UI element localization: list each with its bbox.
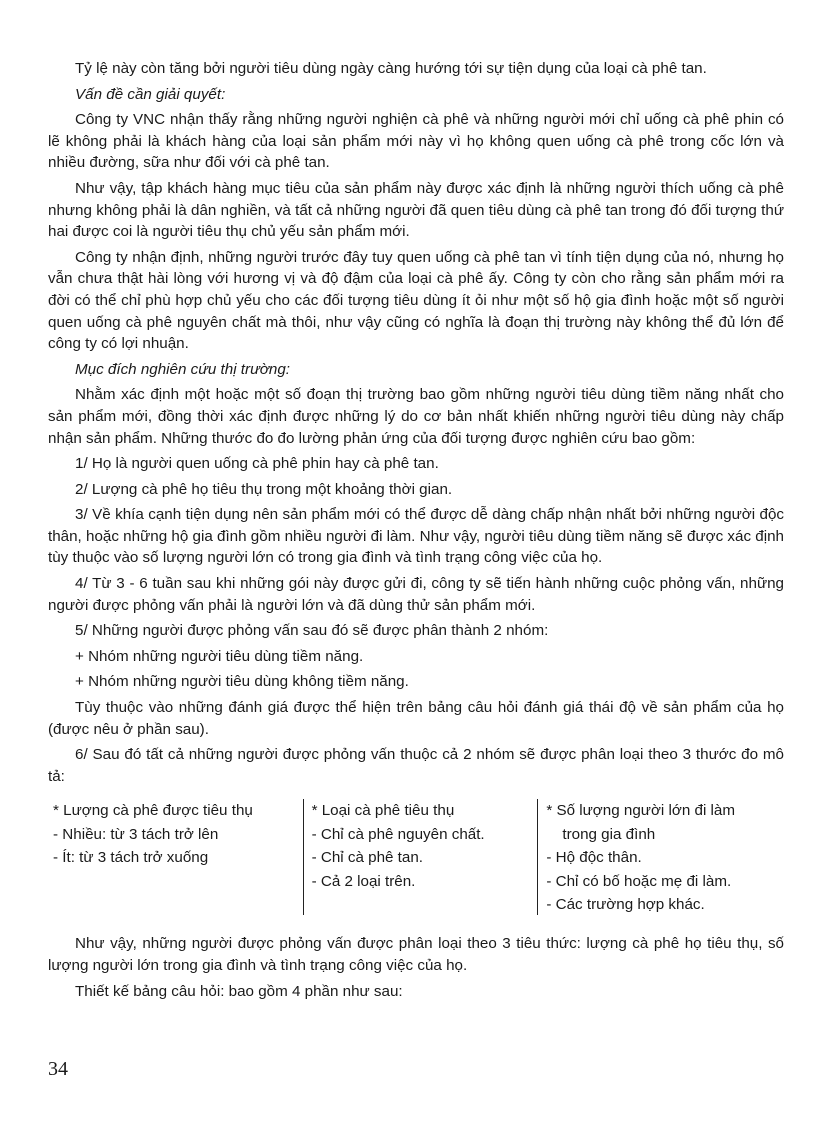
- paragraph: Thiết kế bảng câu hỏi: bao gồm 4 phần như sau:: [75, 982, 403, 1000]
- page-number: 34: [48, 1058, 68, 1080]
- criteria-line: * Lượng cà phê được tiêu thụ: [53, 802, 253, 820]
- list-item: 5/ Những người được phỏng vấn sau đó sẽ được phân thành 2 nhóm:: [75, 622, 549, 640]
- page-body: [48, 58, 784, 1006]
- criteria-line: - Nhiều: từ 3 tách trở lên: [53, 825, 219, 843]
- paragraph-intro: Tỷ lệ này còn tăng bởi người tiêu dùng ngày càng hướng tới sự tiện dụng của loại cà phê tan.: [75, 60, 707, 77]
- heading-research-purpose: Mục đích nghiên cứu thị trường:: [75, 360, 291, 378]
- list-item: 3/ Về khía cạnh tiện dụng nên sản phẩm mới có thể được dễ dàng chấp nhận nhất bởi những người độc thân, hoặc những hộ gia đình gồm nhiều người đi làm. Như vậy, người tiêu dùng tiềm năng sẽ được xác định tùy thuộc vào số lượng người lớn có trong gia đình và tình trạng công việc của họ.: [48, 506, 784, 567]
- criteria-line: * Loại cà phê tiêu thụ: [311, 802, 455, 820]
- criteria-line: - Chỉ cà phê nguyên chất.: [311, 825, 485, 843]
- heading-problem: Vấn đề cần giải quyết:: [75, 85, 226, 103]
- criteria-columns: [53, 799, 784, 915]
- criteria-line: - Chỉ cà phê tan.: [311, 849, 424, 867]
- criteria-line: trong gia đình: [562, 825, 656, 843]
- paragraph: Tùy thuộc vào những đánh giá được thể hiện trên bảng câu hỏi đánh giá thái độ về sản phẩm của họ (được nêu ở phần sau).: [48, 699, 784, 738]
- criteria-column-coffee-type: [303, 799, 538, 915]
- list-item: 2/ Lượng cà phê họ tiêu thụ trong một khoảng thời gian.: [75, 480, 453, 498]
- list-item: + Nhóm những người tiêu dùng tiềm năng.: [75, 647, 364, 665]
- paragraph: Như vậy, tập khách hàng mục tiêu của sản phẩm này được xác định là những người thích uống cà phê nhưng không phải là dân nghiền, và tất cả những người đã quen tiêu dùng cà phê tan trong đó đối tượng thứ hai được coi là người tiêu thụ chủ yếu sản phẩm mới.: [48, 179, 784, 241]
- criteria-column-consumption: [53, 799, 303, 915]
- list-item: 6/ Sau đó tất cả những người được phỏng vấn thuộc cả 2 nhóm sẽ được phân loại theo 3 thước đo mô tả:: [48, 746, 784, 785]
- criteria-line: - Ít: từ 3 tách trở xuống: [53, 849, 209, 867]
- criteria-line: - Chỉ có bố hoặc mẹ đi làm.: [546, 872, 732, 890]
- criteria-line: * Số lượng người lớn đi làm: [546, 802, 736, 820]
- paragraph: Như vậy, những người được phỏng vấn được phân loại theo 3 tiêu thức: lượng cà phê họ tiêu thụ, số lượng người lớn trong gia đình và tình trạng công việc của họ.: [48, 935, 784, 974]
- list-item: 1/ Họ là người quen uống cà phê phin hay cà phê tan.: [75, 455, 439, 473]
- list-item: 4/ Từ 3 - 6 tuần sau khi những gói này được gửi đi, công ty sẽ tiến hành những cuộc phỏng vấn, những người được phỏng vấn phải là người lớn và đã dùng thử sản phẩm mới.: [48, 575, 784, 614]
- criteria-line: - Hộ độc thân.: [546, 849, 642, 867]
- criteria-column-working-adults: [537, 799, 784, 915]
- criteria-line: - Cả 2 loại trên.: [311, 872, 416, 890]
- paragraph: Công ty VNC nhận thấy rằng những người nghiện cà phê và những người mới chỉ uống cà phê phin có lẽ không phải là khách hàng của loại sản phẩm mới này vì họ không quen uống cà phê trong cốc lớn và nhiều đường, sữa như đối với cà phê tan.: [48, 111, 784, 172]
- paragraph: Công ty nhận định, những người trước đây tuy quen uống cà phê tan vì tính tiện dụng của nó, nhưng họ vẫn chưa thật hài lòng với hương vị và độ đậm của loại cà phê ấy. Công ty còn cho rằng sản phẩm mới ra đời có thể chỉ phù hợp chủ yếu cho các đối tượng tiêu dùng ít ỏi như một số hộ gia đình hoặc một số người quen uống cà phê nguyên chất mà thôi, như vậy cũng có nghĩa là đoạn thị trường này không thể đủ lớn để công ty có lợi nhuận.: [48, 248, 784, 353]
- paragraph: Nhằm xác định một hoặc một số đoạn thị trường bao gồm những người tiêu dùng tiềm năng nhất cho sản phẩm mới, đồng thời xác định được những lý do cơ bản nhất khiến những người tiêu dùng này chấp nhận sản phẩm. Những thước đo đo lường phản ứng của đối tượng được nghiên cứu bao gồm:: [48, 386, 784, 447]
- list-item: + Nhóm những người tiêu dùng không tiềm năng.: [75, 673, 409, 691]
- criteria-line: - Các trường hợp khác.: [546, 896, 705, 914]
